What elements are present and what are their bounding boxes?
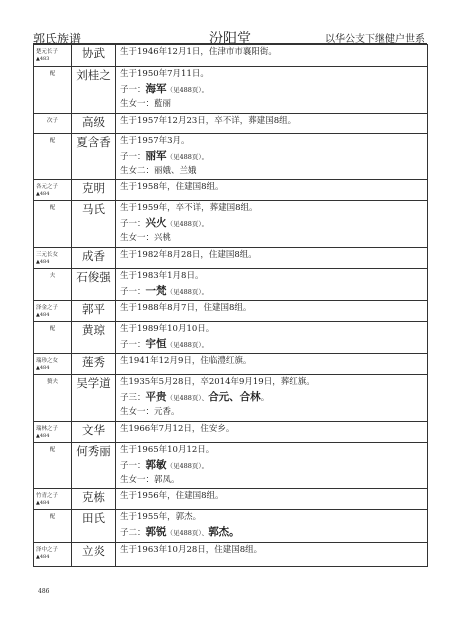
genealogy-row <box>34 543 428 567</box>
biography-line <box>120 180 427 195</box>
page-reference: ▲484 <box>36 259 50 265</box>
biography-text: 生于1989年10月10日。 <box>120 324 215 334</box>
genealogy-row <box>34 375 428 422</box>
biography-line <box>120 97 427 112</box>
relation-label: 瑞林之子 <box>36 426 59 432</box>
relation-label: 配 <box>49 326 56 332</box>
relation-label: 夫 <box>49 273 56 279</box>
relation-label: 配 <box>49 138 56 144</box>
person-name: 石俊强 <box>72 269 116 301</box>
biography-line <box>120 510 427 525</box>
biography-line <box>120 114 427 129</box>
biography-text: 生1935年5月28日，卒2014年9月19日，葬红旗。 <box>120 377 315 387</box>
person-name: 莲秀 <box>72 354 116 375</box>
biography-text: 子一： <box>120 340 146 350</box>
child-name: 兴火 <box>145 217 167 229</box>
biography-text: 生女一：元香。 <box>120 407 180 417</box>
genealogy-row <box>34 354 428 375</box>
person-name: 文华 <box>72 422 116 443</box>
page-number: 486 <box>38 588 50 595</box>
biography-line <box>120 269 427 284</box>
biography-text: 子二： <box>120 528 146 538</box>
relation-cell <box>34 489 72 510</box>
child-name: 海军 <box>145 83 167 95</box>
biography-text: 生于1955年，郭杰。 <box>120 512 202 522</box>
biography-line <box>120 525 427 540</box>
biography-text: 子一： <box>120 152 146 162</box>
biography-text: 子一： <box>120 85 146 95</box>
relation-cell <box>34 375 72 422</box>
genealogy-row <box>34 114 428 134</box>
biography-line <box>120 422 427 437</box>
person-name: 何秀丽 <box>72 443 116 489</box>
genealogy-row <box>34 269 428 301</box>
biography-text: （见488页）、 <box>166 529 209 537</box>
biography-cell <box>116 201 428 248</box>
biography-text: 子三： <box>120 393 146 403</box>
person-name: 刘桂之 <box>72 67 116 114</box>
biography-text: （见488页）。 <box>166 341 209 349</box>
biography-text: 生于1958年，住建国8组。 <box>120 182 224 192</box>
genealogy-row <box>34 248 428 269</box>
genealogy-row <box>34 134 428 180</box>
biography-line <box>120 231 427 246</box>
biography-text: 生1941年12月9日，住临澧红旗。 <box>120 356 252 366</box>
child-name: 合元、合林 <box>208 391 261 403</box>
biography-cell <box>116 375 428 422</box>
biography-text: 生于1946年12月1日，住津市市襄阳街。 <box>120 47 277 57</box>
biography-line <box>120 405 427 420</box>
relation-label: 各元之子 <box>36 184 59 190</box>
biography-text: 生女一：兴桃 <box>120 233 172 243</box>
child-name: 宇恒 <box>145 338 167 350</box>
child-name: 丽军 <box>145 150 167 162</box>
genealogy-row <box>34 67 428 114</box>
biography-line <box>120 337 427 352</box>
biography-cell <box>116 248 428 269</box>
biography-text: 生于1950年7月11日。 <box>120 69 209 79</box>
relation-cell <box>34 201 72 248</box>
biography-line <box>120 390 427 405</box>
person-name: 黄琼 <box>72 322 116 354</box>
biography-cell <box>116 354 428 375</box>
page-reference: ▲484 <box>36 433 50 439</box>
biography-cell <box>116 134 428 180</box>
relation-cell <box>34 180 72 201</box>
biography-line <box>120 67 427 82</box>
biography-cell <box>116 67 428 114</box>
genealogy-row <box>34 510 428 543</box>
biography-cell <box>116 301 428 322</box>
biography-text: 生于1957年12月23日，卒不详，葬建国8组。 <box>120 116 297 126</box>
relation-label: 配 <box>49 71 56 77</box>
biography-text: 生于1982年8月28日，住建国8组。 <box>120 250 257 260</box>
relation-label: 配 <box>49 205 56 211</box>
biography-cell <box>116 180 428 201</box>
genealogy-row <box>34 201 428 248</box>
biography-cell <box>116 510 428 543</box>
relation-label: 次子 <box>46 118 58 124</box>
page-reference: ▲484 <box>36 554 50 560</box>
child-name: 郭锐 <box>145 526 167 538</box>
biography-line <box>120 45 427 60</box>
relation-cell <box>34 354 72 375</box>
person-name: 夏含香 <box>72 134 116 180</box>
person-name: 立炎 <box>72 543 116 567</box>
biography-text: （见488页）。 <box>166 153 209 161</box>
biography-text: 生于1988年8月7日，住建国8组。 <box>120 303 252 313</box>
relation-cell <box>34 510 72 543</box>
biography-text: （见488页）、 <box>166 394 209 402</box>
relation-label: 竹青之子 <box>36 493 59 499</box>
relation-label: 瑞珍之女 <box>36 358 59 364</box>
biography-line <box>120 354 427 369</box>
biography-cell <box>116 489 428 510</box>
person-name: 高级 <box>72 114 116 134</box>
biography-line <box>120 301 427 316</box>
person-name: 吴学道 <box>72 375 116 422</box>
relation-cell <box>34 248 72 269</box>
biography-line <box>120 375 427 390</box>
biography-line <box>120 248 427 263</box>
relation-cell <box>34 45 72 67</box>
relation-label: 泽金之子 <box>36 305 59 311</box>
biography-cell <box>116 269 428 301</box>
relation-cell <box>34 443 72 489</box>
child-name: 平贵 <box>145 391 167 403</box>
person-name: 协武 <box>72 45 116 67</box>
relation-cell <box>34 114 72 134</box>
genealogy-row <box>34 301 428 322</box>
child-name: 郭杰。 <box>208 526 240 538</box>
biography-line <box>120 284 427 299</box>
biography-text: 生1966年7月12日，住安乡。 <box>120 424 235 434</box>
person-name: 田氏 <box>72 510 116 543</box>
child-name: 一梵 <box>145 285 167 297</box>
person-name: 马氏 <box>72 201 116 248</box>
person-name: 郭平 <box>72 301 116 322</box>
relation-cell <box>34 301 72 322</box>
genealogy-row <box>34 443 428 489</box>
biography-cell <box>116 543 428 567</box>
lineage-title: 以华公支下继健户世系 <box>325 34 425 45</box>
genealogy-row <box>34 422 428 443</box>
page-reference: ▲484 <box>36 312 50 318</box>
biography-line <box>120 458 427 473</box>
relation-cell <box>34 543 72 567</box>
biography-text: （见488页）。 <box>166 462 209 470</box>
genealogy-row <box>34 489 428 510</box>
relation-cell <box>34 322 72 354</box>
biography-text: 生女一：郭凤。 <box>120 475 180 485</box>
biography-cell <box>116 422 428 443</box>
biography-line <box>120 134 427 149</box>
relation-label: 泽中之子 <box>36 547 59 553</box>
relation-cell <box>34 67 72 114</box>
genealogy-row <box>34 322 428 354</box>
biography-cell <box>116 443 428 489</box>
biography-line <box>120 489 427 504</box>
relation-label: 楚元长子 <box>36 49 59 55</box>
child-name: 郭敏 <box>145 459 167 471</box>
biography-line <box>120 322 427 337</box>
biography-text: 。 <box>260 393 270 403</box>
relation-cell <box>34 422 72 443</box>
relation-label: 配 <box>49 447 56 453</box>
page-reference: ▲484 <box>36 191 50 197</box>
relation-label: 配 <box>49 514 56 520</box>
biography-text: （见488页）。 <box>166 288 209 296</box>
biography-text: 子一： <box>120 219 146 229</box>
book-title: 郭氏族谱 <box>33 32 82 46</box>
biography-text: 生于1957年3月。 <box>120 136 190 146</box>
genealogy-table <box>33 44 428 567</box>
biography-text: 生女二：丽娥、兰娥 <box>120 166 197 176</box>
biography-text: 生于1963年10月28日，住建国8组。 <box>120 545 263 555</box>
biography-line <box>120 216 427 231</box>
page-reference: ▲484 <box>36 365 50 371</box>
person-name: 克栋 <box>72 489 116 510</box>
genealogy-row <box>34 180 428 201</box>
biography-text: 子一： <box>120 287 146 297</box>
person-name: 克明 <box>72 180 116 201</box>
biography-cell <box>116 322 428 354</box>
biography-text: 生于1965年10月12日。 <box>120 445 215 455</box>
biography-text: （见488页）。 <box>166 86 209 94</box>
biography-cell <box>116 45 428 67</box>
biography-line <box>120 149 427 164</box>
biography-text: （见488页）。 <box>166 220 209 228</box>
biography-cell <box>116 114 428 134</box>
biography-text: 生于1959年，卒不详，葬建国8组。 <box>120 203 258 213</box>
genealogy-table-body <box>34 45 428 567</box>
biography-line <box>120 164 427 179</box>
page-reference: ▲484 <box>36 500 50 506</box>
biography-line <box>120 201 427 216</box>
relation-cell <box>34 269 72 301</box>
hall-name: 汾阳堂 <box>209 31 251 47</box>
biography-line <box>120 543 427 558</box>
relation-label: 三元长女 <box>36 252 59 258</box>
biography-text: 生于1983年1月8日。 <box>120 271 204 281</box>
biography-line <box>120 82 427 97</box>
relation-label: 赘夫 <box>46 379 58 385</box>
biography-text: 生女一：藍丽 <box>120 99 172 109</box>
page-reference: ▲483 <box>36 56 50 62</box>
biography-text: 子一： <box>120 461 146 471</box>
biography-line <box>120 443 427 458</box>
person-name: 成香 <box>72 248 116 269</box>
genealogy-row <box>34 45 428 67</box>
relation-cell <box>34 134 72 180</box>
biography-text: 生于1956年，住建国8组。 <box>120 491 224 501</box>
biography-line <box>120 473 427 488</box>
